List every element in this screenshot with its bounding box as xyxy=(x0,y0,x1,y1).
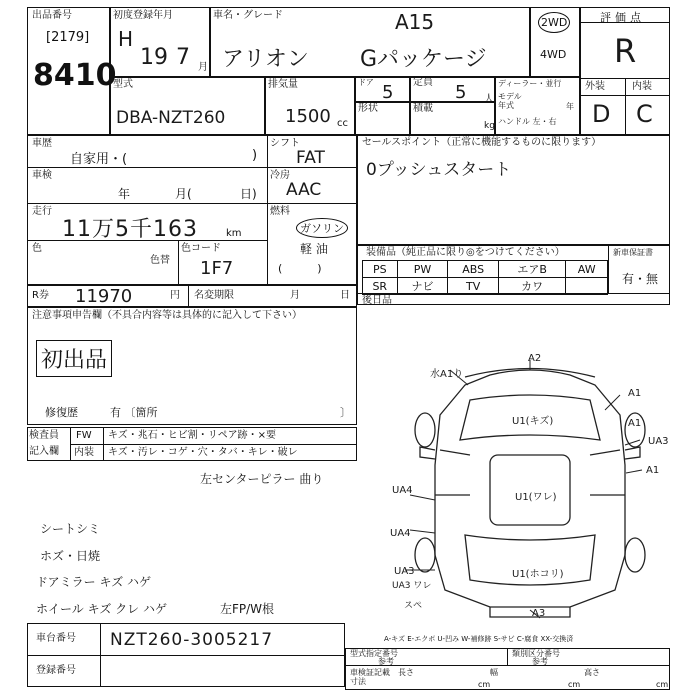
diag-label-9: UA4 xyxy=(392,485,413,496)
diag-label-1: A2 xyxy=(528,353,542,364)
lot-number: 8410 xyxy=(33,58,117,93)
reg-era: H xyxy=(118,27,134,51)
displacement-label: 排気量 xyxy=(268,79,298,90)
capacity-value: 5 xyxy=(455,82,467,103)
width-label: 幅 xyxy=(490,668,498,677)
remark-6: 左FP/W根 xyxy=(220,602,275,616)
dealer-label: ディーラー・並行 xyxy=(498,79,562,88)
fw-label: FW xyxy=(76,430,92,441)
mileage-label: 走行 xyxy=(32,206,52,217)
eval-score: R xyxy=(614,32,637,70)
recycle-value: 11970 xyxy=(75,286,133,307)
drive-2wd: 2WD xyxy=(538,12,570,33)
car-name: アリオン xyxy=(222,47,309,72)
equip-blank xyxy=(566,278,608,295)
diag-label-14: A3 xyxy=(532,608,546,619)
int-items: キズ・汚レ・コゲ・穴・タバ・キレ・破レ xyxy=(108,447,298,458)
sales-point-value: 0プッシュスタート xyxy=(366,160,512,180)
handle-label: ハンドル 左・右 xyxy=(498,117,557,126)
chassis-value: NZT260-3005217 xyxy=(110,630,274,650)
exterior-score: D xyxy=(592,100,611,128)
reg-label: 初度登録年月 xyxy=(113,10,173,21)
deadline-day: 日 xyxy=(340,290,350,301)
sales-point-block xyxy=(357,135,670,245)
repair-label: 修復歴 xyxy=(45,406,78,419)
displacement-unit: cc xyxy=(337,118,348,129)
int-label: 内装 xyxy=(74,447,94,458)
fuel-gasoline: ガソリン xyxy=(296,218,348,238)
recycle-unit: 円 xyxy=(170,290,180,301)
length-label: 長さ xyxy=(398,668,414,677)
interior-label: 内装 xyxy=(632,81,652,92)
remark-2: シートシミ xyxy=(40,522,101,536)
grade: Gパッケージ xyxy=(360,47,487,72)
shape-label: 形状 xyxy=(358,103,378,114)
equip-airbag: エアB xyxy=(498,261,565,278)
diag-label-8: U1(ワレ) xyxy=(515,492,557,503)
interior-score: C xyxy=(636,100,653,128)
doors-value: 5 xyxy=(382,82,394,103)
equip-navi: ナビ xyxy=(397,278,448,295)
equip-pw: PW xyxy=(397,261,448,278)
reg-year: 19 xyxy=(140,45,168,70)
history-label: 車歴 xyxy=(32,138,52,149)
eval-label: 評価点 xyxy=(600,11,645,24)
dims-label: 車検証記載寸法 xyxy=(350,668,390,686)
model-year-unit: 年 xyxy=(566,102,574,111)
inspection-month: 月( xyxy=(175,187,192,201)
history-value: 自家用・( xyxy=(70,152,128,167)
length-cm: cm xyxy=(478,680,491,689)
fuel-diesel: 軽 油 xyxy=(300,242,328,256)
color-code-value: 1F7 xyxy=(200,258,234,279)
width-cm: cm xyxy=(568,680,581,689)
remark-4: ドアミラー キズ ハゲ xyxy=(36,575,152,589)
repair-value: 有 〔箇所 xyxy=(110,406,158,419)
fw-items: キズ・兆石・ヒビ割・リペア跡・×要 xyxy=(108,430,276,441)
inspector-label: 検査員 xyxy=(29,430,59,441)
remark-3: ホズ・日焼 xyxy=(40,549,101,563)
deadline-month: 月 xyxy=(290,290,300,301)
warranty-label: 新車保証書 xyxy=(613,248,653,257)
diag-label-6: UA3 xyxy=(648,436,669,447)
aftermarket-label: 後日品 xyxy=(362,295,392,306)
reg-number-label: 登録番号 xyxy=(36,665,76,676)
repair-close: 〕 xyxy=(340,406,351,419)
height-label: 高さ xyxy=(584,668,600,677)
sales-point-label: セールスポイント（正常に機能するものに限ります） xyxy=(362,137,602,148)
recycle-label: R券 xyxy=(32,290,49,301)
notes-label: 注意事項申告欄（不具合内容等は具体的に記入して下さい） xyxy=(32,310,302,321)
damage-legend: A-キズ E-エクボ U-凹み W-補修跡 S-サビ C-腐食 XX-交換済 xyxy=(384,635,574,643)
model-code: A15 xyxy=(395,10,435,34)
displacement-value: 1500 xyxy=(285,106,331,127)
class-label: 類別区分番号 xyxy=(512,649,560,658)
inspection-label: 車検 xyxy=(32,170,52,181)
color-code-label: 色コード xyxy=(181,243,221,254)
diag-label-2: 水A1り xyxy=(430,369,464,380)
load-label: 積載 xyxy=(413,103,433,114)
reg-month-unit: 月 xyxy=(198,62,208,73)
lot-code: [2179] xyxy=(46,30,90,45)
remark-1: 左センターピラー 曲り xyxy=(200,472,324,486)
diag-label-3: A1 xyxy=(628,388,642,399)
inspection-day: 日) xyxy=(240,187,257,201)
diag-label-12: U1(ホコリ) xyxy=(512,569,564,580)
capacity-label: 定員 xyxy=(413,77,433,88)
shift-label: シフト xyxy=(270,138,300,149)
lot-label: 出品番号 xyxy=(32,10,72,21)
equip-aw: AW xyxy=(566,261,608,278)
doors-label: ドア xyxy=(358,78,374,87)
fuel-label: 燃料 xyxy=(270,206,290,217)
height-cm: cm xyxy=(656,680,669,689)
diag-label-7: A1 xyxy=(646,465,660,476)
equipment-label: 装備品（純正品に限り◎をつけてください） xyxy=(366,247,565,258)
equip-ps: PS xyxy=(363,261,398,278)
mileage-value: 11万5千163 xyxy=(62,217,198,242)
type-value: DBA-NZT260 xyxy=(116,108,226,128)
warranty-value: 有・無 xyxy=(622,272,659,286)
ac-label: 冷房 xyxy=(270,170,290,181)
diag-label-13: UA3 ワレ xyxy=(392,581,432,591)
diag-label-4: U1(キズ) xyxy=(512,416,554,427)
diag-label-15: スペ xyxy=(404,601,423,611)
equip-leather: カワ xyxy=(498,278,565,295)
inspector-sub-label: 記入欄 xyxy=(29,446,59,457)
reference-label-1: 参考 xyxy=(378,657,394,666)
name-label: 車名・グレード xyxy=(213,10,283,21)
capacity-unit: 人 xyxy=(484,94,494,105)
color-label: 色 xyxy=(32,243,42,254)
color-change-label: 色替 xyxy=(150,255,170,266)
first-listing-stamp: 初出品 xyxy=(36,340,112,377)
equipment-table xyxy=(362,260,608,295)
remark-5: ホイール キズ クレ ハゲ xyxy=(36,602,167,616)
ac-value: AAC xyxy=(286,180,322,200)
diag-label-10: UA4 xyxy=(390,528,411,539)
exterior-label: 外装 xyxy=(585,81,605,92)
type-label: 型式 xyxy=(113,79,133,90)
model-year-label: モデル年式 xyxy=(498,92,522,110)
load-unit: kg xyxy=(484,121,495,131)
history-close: ) xyxy=(252,148,258,163)
reg-month: 7 xyxy=(176,45,190,70)
deadline-label: 名変期限 xyxy=(194,290,234,301)
equip-tv: TV xyxy=(448,278,499,295)
reference-label-2: 参考 xyxy=(532,657,548,666)
mileage-unit: km xyxy=(226,228,242,239)
inspection-year: 年 xyxy=(118,187,131,201)
shift-value: FAT xyxy=(296,148,325,168)
diag-label-5: A1 xyxy=(628,418,642,429)
fuel-paren: ( ) xyxy=(278,262,322,275)
chassis-label: 車台番号 xyxy=(36,633,76,644)
drive-4wd: 4WD xyxy=(540,48,567,61)
type-designation-label: 型式指定番号 xyxy=(350,649,398,658)
diag-label-11: UA3 xyxy=(394,566,415,577)
equip-abs: ABS xyxy=(448,261,499,278)
equip-sr: SR xyxy=(363,278,398,295)
